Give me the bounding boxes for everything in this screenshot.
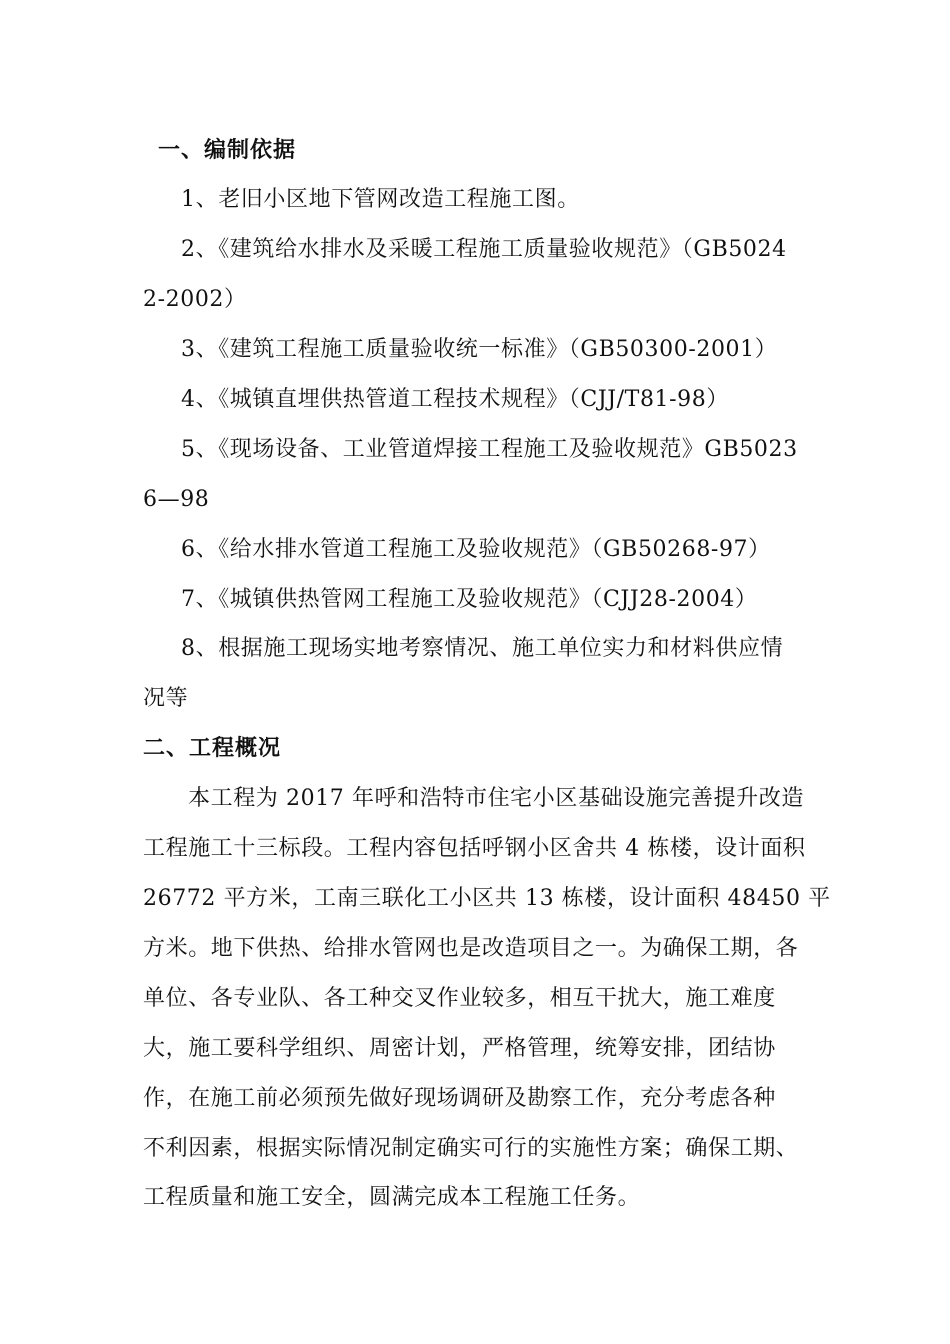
section-heading-basis: 一、编制依据 (158, 138, 297, 163)
overview-line-4: 方米。地下供热、给排水管网也是改造项目之一。为确保工期，各 (143, 936, 799, 961)
basis-item-1: 1、老旧小区地下管网改造工程施工图。 (181, 187, 580, 212)
basis-item-8-continued: 况等 (143, 686, 189, 711)
basis-item-5: 5、《现场设备、工业管道焊接工程施工及验收规范》GB5023 (181, 437, 798, 462)
basis-item-8: 8、根据施工现场实地考察情况、施工单位实力和材料供应情 (181, 636, 784, 661)
basis-item-3: 3、《建筑工程施工质量验收统一标准》（GB50300-2001） (181, 337, 778, 362)
basis-item-2: 2、《建筑给水排水及采暖工程施工质量验收规范》（GB5024 (181, 237, 787, 262)
overview-line-7: 作，在施工前必须预先做好现场调研及勘察工作，充分考虑各种 (143, 1086, 776, 1111)
basis-item-7: 7、《城镇供热管网工程施工及验收规范》（CJJ28-2004） (181, 587, 758, 612)
overview-line-9: 工程质量和施工安全，圆满完成本工程施工任务。 (143, 1185, 641, 1210)
overview-line-1: 本工程为 2017 年呼和浩特市住宅小区基础设施完善提升改造 (188, 786, 804, 811)
section-heading-overview: 二、工程概况 (143, 736, 282, 761)
overview-line-5: 单位、各专业队、各工种交叉作业较多，相互干扰大，施工难度 (143, 986, 776, 1011)
basis-item-5-continued: 6—98 (143, 487, 210, 512)
basis-item-4: 4、《城镇直埋供热管道工程技术规程》（CJJ/T81-98） (181, 387, 729, 412)
overview-line-8: 不利因素，根据实际情况制定确实可行的实施性方案；确保工期、 (143, 1136, 799, 1161)
overview-line-2: 工程施工十三标段。工程内容包括呼钢小区舍共 4 栋楼，设计面积 (143, 836, 806, 861)
overview-line-3: 26772 平方米，工南三联化工小区共 13 栋楼，设计面积 48450 平 (143, 886, 831, 911)
overview-line-6: 大，施工要科学组织、周密计划，严格管理，统筹安排，团结协 (143, 1036, 776, 1061)
basis-item-6: 6、《给水排水管道工程施工及验收规范》（GB50268-97） (181, 537, 771, 562)
basis-item-2-continued: 2-2002） (143, 287, 247, 312)
